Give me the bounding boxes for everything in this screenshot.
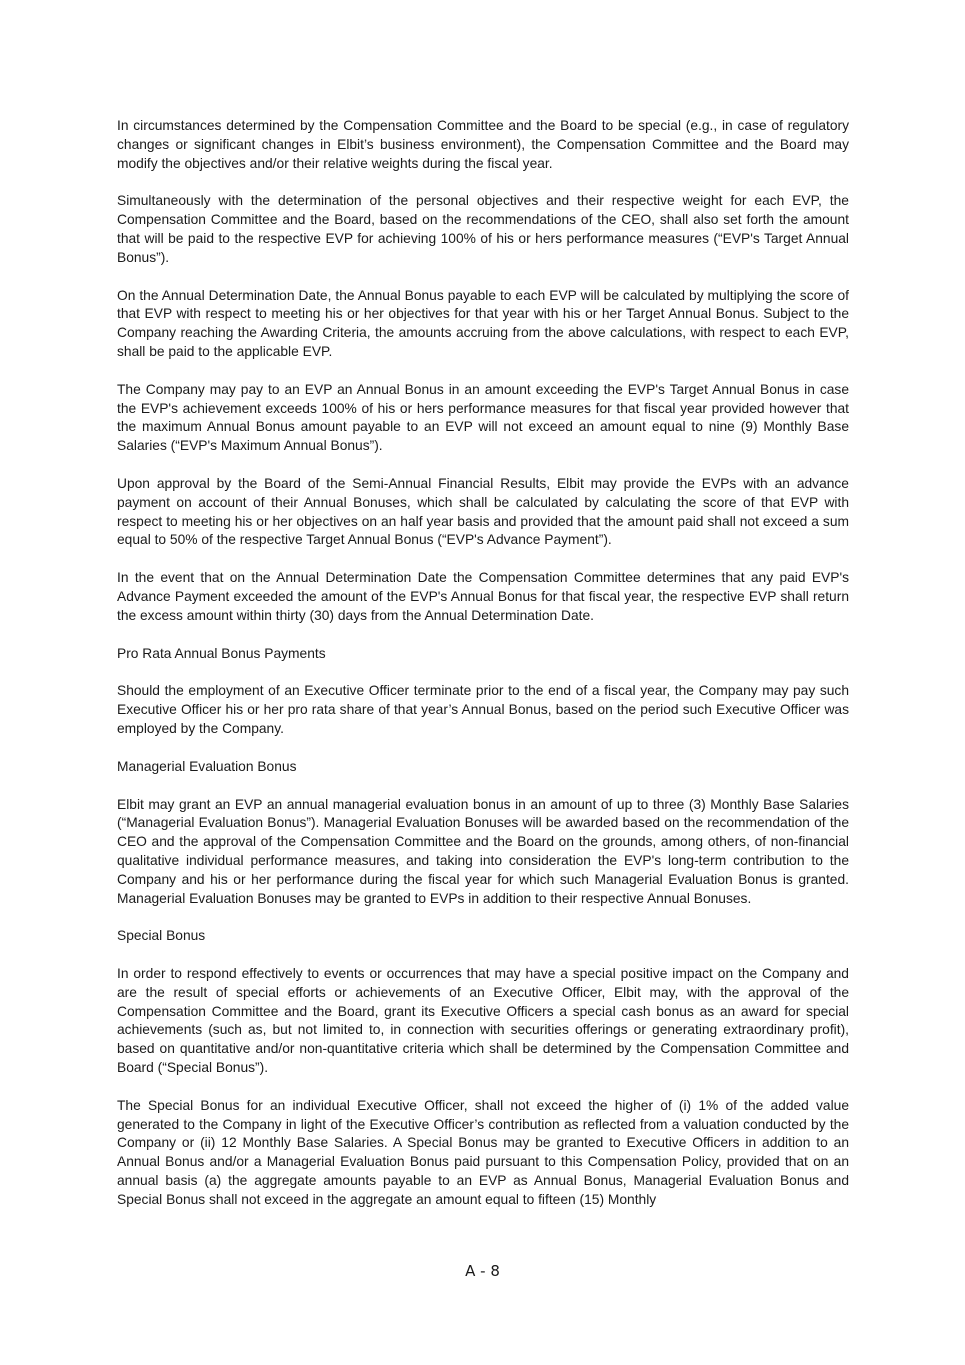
paragraph-special-circumstances: In circumstances determined by the Compensation Committee and the Board to be special (e.g., in case of regulatory changes or significant changes in Elbit’s business environment), the Compensation Committee and the Board may modify the objectives and/or their relative weights during the fiscal year.	[117, 118, 849, 171]
paragraph-maximum-annual-bonus: The Company may pay to an EVP an Annual Bonus in an amount exceeding the EVP's Target Annual Bonus in case the EVP's achievement exceeds 100% of his or hers performance measures for that fiscal year provided however that the maximum Annual Bonus amount payable to an EVP will not exceed an amount equal to nine (9) Monthly Base Salaries (“EVP's Maximum Annual Bonus”).	[117, 381, 849, 454]
heading-pro-rata: Pro Rata Annual Bonus Payments	[117, 645, 326, 661]
heading-special-bonus: Special Bonus	[117, 928, 206, 944]
page-number: A - 8	[465, 1262, 500, 1280]
document-body	[117, 117, 849, 1229]
paragraph-special-bonus-2: The Special Bonus for an individual Executive Officer, shall not exceed the higher of (i) 1% of the added value generated to the Company in light of the Executive Officer’s contribution as reflected from a valuation conducted by the Company or (ii) 12 Monthly Base Salaries. A Special Bonus may be granted to Executive Officers in addition to an Annual Bonus and/or a Managerial Evaluation Bonus paid pursuant to this Compensation Policy, provided that on an annual basis (a) the aggregate amounts payable to an EVP as Annual Bonus, Managerial Evaluation Bonus and Special Bonus shall not exceed in the aggregate an amount equal to fifteen (15) Monthly	[117, 1097, 849, 1207]
paragraph-advance-payment: Upon approval by the Board of the Semi-Annual Financial Results, Elbit may provide the EVPs with an advance payment on account of their Annual Bonuses, which shall be calculated by calculating the score of that EVP with respect to meeting his or her objectives on an half year basis and provided that the amount paid shall not exceed a sum equal to 50% of the respective Target Annual Bonus (“EVP's Advance Payment”).	[117, 475, 849, 548]
paragraph-annual-determination: On the Annual Determination Date, the Annual Bonus payable to each EVP will be calculated by multiplying the score of that EVP with respect to meeting his or her objectives for that year with his or her Target Annual Bonus. Subject to the Company reaching the Awarding Criteria, the amounts accruing from the above calculations, with respect to each EVP, shall be paid to the applicable EVP.	[117, 287, 849, 359]
paragraph-target-annual-bonus: Simultaneously with the determination of the personal objectives and their respective weight for each EVP, the Compensation Committee and the Board, based on the recommendations of the CEO, shall also set forth the amount that will be paid to the respective EVP for achieving 100% of his or hers performance measures (“EVP's Target Annual Bonus”).	[117, 193, 849, 265]
heading-managerial-evaluation: Managerial Evaluation Bonus	[117, 758, 297, 774]
paragraph-pro-rata: Should the employment of an Executive Officer terminate prior to the end of a fiscal year, the Company may pay such Executive Officer his or her pro rata share of that year’s Annual Bonus, based on the period such Executive Officer was employed by the Company.	[117, 683, 849, 736]
paragraph-special-bonus-1: In order to respond effectively to events or occurrences that may have a special positive impact on the Company and are the result of special efforts or achievements of an Executive Officer, Elbit may, with the approval of the Compensation Committee and the Board, grant its Executive Officers a special cash bonus as an award for special achievements (such as, but not limited to, in connection with securities offerings or generating extraordinary profit), based on quantitative and/or non-quantitative criteria which shall be determined by the Compensation Committee and Board (“Special Bonus”).	[117, 966, 849, 1076]
paragraph-managerial-evaluation: Elbit may grant an EVP an annual managerial evaluation bonus in an amount of up to three (3) Monthly Base Salaries (“Managerial Evaluation Bonus”). Managerial Evaluation Bonuses will be awarded based on the recommendation of the CEO and the approval of the Compensation Committee and the Board on the grounds, among others, of non-financial qualitative individual performance measures, and taking into consideration the EVP's long-term contribution to the Company and his or her performance during the fiscal year for which such Managerial Evaluation Bonus is granted. Managerial Evaluation Bonuses may be granted to EVPs in addition to their respective Annual Bonuses.	[117, 796, 849, 906]
paragraph-excess-return: In the event that on the Annual Determination Date the Compensation Committee determines that any paid EVP's Advance Payment exceeded the amount of the EVP's Annual Bonus for that fiscal year, the respective EVP shall return the excess amount within thirty (30) days from the Annual Determination Date.	[117, 570, 849, 623]
